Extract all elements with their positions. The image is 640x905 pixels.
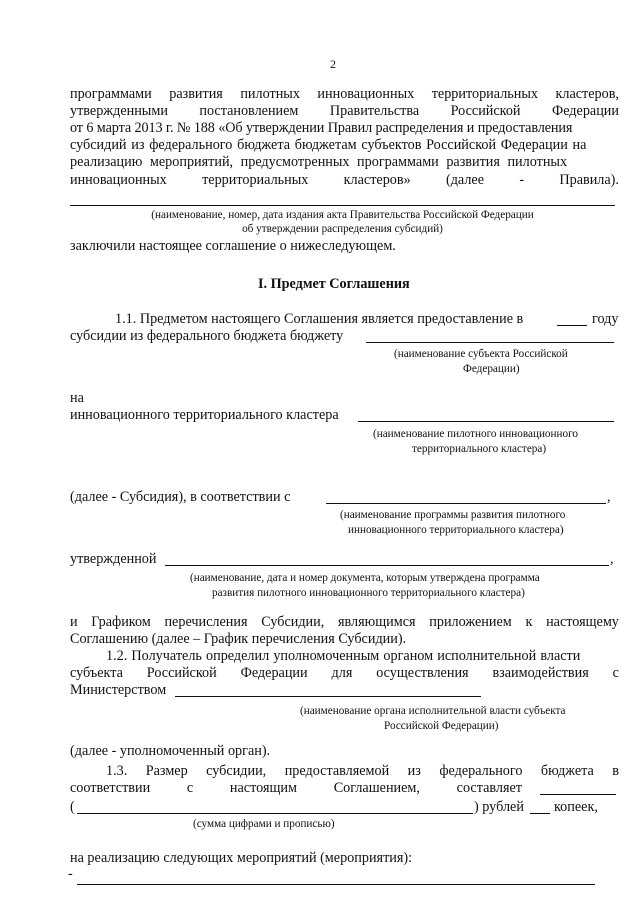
authority-note-1: (наименование органа исполнительной власти субъекта [300,705,566,717]
section-title: I. Предмет Соглашения [258,276,410,292]
amount-note: (сумма цифрами и прописью) [193,818,335,830]
approval-note-2: развития пилотного инновационного территориального кластера) [212,587,525,599]
p13-line-2: соответствии с настоящим Соглашением, составляет [70,780,522,796]
measure-field[interactable] [77,884,595,885]
p12-line-2: субъекта Российской Федерации для осуществления взаимодействия с [70,665,619,681]
approval-document-field[interactable] [165,565,609,566]
p11-line-1-text: 1.1. Предметом настоящего Соглашения является предоставление в [115,311,524,327]
amount-in-words-field[interactable] [77,813,473,814]
approval-note-1: (наименование, дата и номер документа, которым утверждена программа [190,572,540,584]
kopecks-field[interactable] [530,813,550,814]
p11-line-6-comma: , [610,551,614,567]
program-name-field[interactable] [326,503,606,504]
p11-line-5: (далее - Субсидия), в соответствии с [70,489,291,505]
p11-line-8: Соглашению (далее – График перечисления Субсидии). [70,631,407,647]
p11-line-5-comma: , [607,489,611,505]
amount-kopecks: копеек, [554,799,598,815]
amount-field-top[interactable] [540,794,616,795]
program-note-1: (наименование программы развития пилотного [340,509,566,521]
p13-line-4: на реализацию следующих мероприятий (мероприятия): [70,850,413,866]
amount-open-paren: ( [70,799,75,815]
p12-line-4: (далее - уполномоченный орган). [70,743,271,759]
year-field[interactable] [557,325,587,326]
p11-line-3: на [70,390,84,406]
intro-line-3: от 6 марта 2013 г. № 188 «Об утверждении Правил распределения и предоставления [70,120,573,136]
p11-line-6: утвержденной [70,551,157,567]
government-act-note-1: (наименование, номер, дата издания акта Правительства Российской Федерации [151,209,534,221]
intro-line-7: заключили настоящее соглашение о нижеследующем. [70,238,396,254]
intro-line-5: реализацию мероприятий, предусмотренных программами развития пилотных [70,154,568,170]
measure-dash: - [68,866,73,882]
p12-line-1: 1.2. Получатель определил уполномоченным органом исполнительной власти [106,648,581,664]
subject-note-1: (наименование субъекта Российской [394,348,568,360]
cluster-note-2: территориального кластера) [412,443,547,455]
p11-line-4: инновационного территориального кластера [70,407,339,423]
government-act-field[interactable] [70,205,615,206]
intro-line-6: инновационных территориальных кластеров» (далее - Правила). [70,172,619,188]
cluster-name-field[interactable] [358,421,614,422]
executive-authority-field[interactable] [175,696,481,697]
p11-line-2: субсидии из федерального бюджета бюджету [70,328,344,344]
p12-line-3: Министерством [70,682,167,698]
authority-note-2: Российской Федерации) [384,720,499,732]
intro-line-1: программами развития пилотных инновационных территориальных кластеров, [70,86,619,102]
cluster-note-1: (наименование пилотного инновационного [373,428,578,440]
intro-line-4: субсидий из федерального бюджета бюджетам субъектов Российской Федерации на [70,137,587,153]
amount-rubles: ) рублей [474,799,524,815]
intro-line-2: утвержденными постановлением Правительства Российской Федерации [70,103,619,119]
p11-line-1-year: году [592,311,619,327]
subject-name-field[interactable] [366,342,614,343]
p13-line-1: 1.3. Размер субсидии, предоставляемой из федерального бюджета в [106,763,619,779]
program-note-2: инновационного территориального кластера) [348,524,564,536]
page-number: 2 [330,57,336,71]
p11-line-7: и Графиком перечисления Субсидии, являющимся приложением к настоящему [70,614,619,630]
government-act-note-2: об утверждении распределения субсидий) [242,223,443,235]
subject-note-2: Федерации) [463,363,520,375]
